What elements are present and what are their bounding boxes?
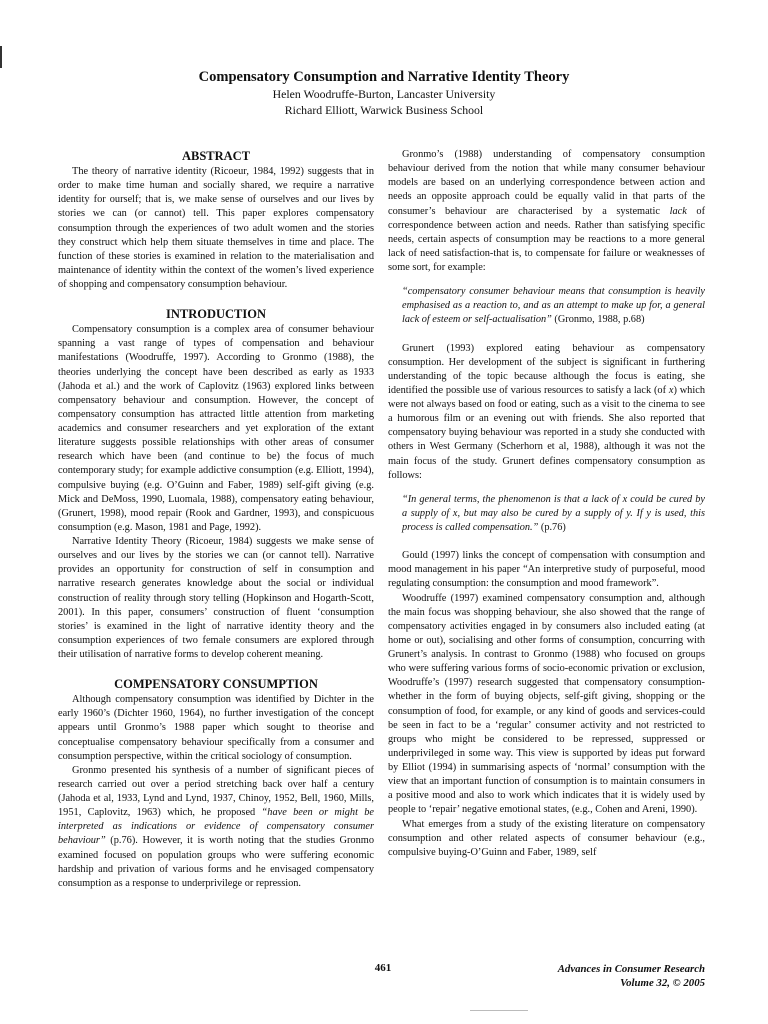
- right-paragraph-5: What emerges from a study of the existing literature on compensatory consumption and other related aspects of consumer behaviour (e.g., compulsive buying-O’Guinn and Faber, 1989, self: [388, 818, 705, 858]
- comp-paragraph-2-text-b: (p.76). However, it is worth noting that the studies Gronmo examined focused on population groups who were suffering economic hardship and privation of various forms and he envisaged compensatory consumption as a response to underprivilege or repression.: [58, 835, 374, 889]
- paper-header: [0, 68, 768, 118]
- author-line-1: Helen Woodruffe-Burton, Lancaster University: [272, 87, 496, 101]
- comp-paragraph-1: Although compensatory consumption was identified by Dichter in the early 1960’s (Dichter 1960, 1964), no further investigation of the concept appears until Gronmo’s 1988 paper which sought to theorise and conceptualise compensatory behaviour specifically from a consumer and consumption perspective, within the critical sociology of consumption.: [58, 694, 374, 762]
- right-paragraph-1-text-a: Gronmo’s (1988) understanding of compensatory consumption behaviour derived from the notion that while many consumer behaviour models are based on an underlying correspondence between action and needs an opposite approach could be equally valid in that parts of the consumer’s behaviour are characterised by a systematic: [388, 149, 705, 217]
- abstract-paragraph: The theory of narrative identity (Ricoeur, 1984, 1992) suggests that in order to make time human and socially shared, we require a narrative identity for ourself; that is, we make sense of ourselves and our lives by stories we can (or cannot) tell. This paper explores compensatory consumption through the experiences of two adult women and the stories they construct which help them situate themselves in time and place. The function of these stories is examined in relation to the materialisation and maintenance of identity within the context of the women’s lived experience of shopping and compensatory consumption behaviour.: [58, 166, 374, 290]
- right-column: [388, 148, 705, 860]
- intro-paragraph-1: Compensatory consumption is a complex area of consumer behaviour spanning a vast range of types of compensation and behaviour manifestations (Woodruffe, 1997). According to Gronmo (1988), the theories underlying the concept have been described as early as 1933 (Jahoda et al.) and the work of Caplovitz (1963) explored links between compensatory behaviour and consumption. However, the concept of compensatory consumption has attracted little attention from marketing academics and consumer researchers and yet exploration of the extant literature suggests possible relationships with other areas of consumer research which have been (and continue to be) the focus of much contemporary study; for example addictive consumption (e.g. Elliott, 1994), compulsive buying (e.g. O’Guinn and Faber, 1989) self-gift giving (e.g. Mick and DeMoss, 1990, Luomala, 1988), compensatory eating behaviour, (Grunert, 1998), mood repair (Rook and Gardner, 1993), and conspicuous consumption (e.g. Mason, 1981 and Page, 1992).: [58, 324, 374, 533]
- author-line-2: Richard Elliott, Warwick Business School: [284, 103, 484, 117]
- comp-paragraph-2-quote: “have been or might be interpreted as indications or evidence of compensatory consumer behaviour”: [58, 807, 375, 847]
- block-quote-2-citation: (p.76): [538, 522, 566, 533]
- left-column: [58, 148, 374, 891]
- block-quote-1-text: “compensatory consumer behaviour means that consumption is heavily emphasised as a reaction to, and as an attempt to make up for, a general lack of esteem or self-actualisation”: [402, 286, 705, 326]
- right-paragraph-3: Gould (1997) links the concept of compensation with consumption and mood management in his paper “An interpretive study of purposeful, mood regulating consumption: the consumption and mood framework”.: [388, 550, 705, 590]
- page-number: 461: [374, 962, 392, 974]
- compensatory-consumption-heading: COMPENSATORY CONSUMPTION: [114, 677, 318, 692]
- block-quote-2: [388, 493, 705, 535]
- right-paragraph-4: Woodruffe (1997) examined compensatory consumption and, although the main focus was shopping behaviour, she also showed that the range of compensatory activities engaged in by consumers also included eating (at home or out), socialising and other forms of consumption, concurring with Grunert’s analysis. In contrast to Gronmo (1988) who focused on groups who were suffering various forms of socio-economic privation or exclusion, Woodruffe’s (1997) research suggested that compensatory consumption-whether in the form of buying objects, self-gift giving, shopping or the consumption of food, for example, or any kind of goods and services-could be seen in fact to be a ‘regular’ consumer activity and not restricted to groups who might be considered to be repressed, suppressed or underprivileged in some way. This view is supported by ideas put forward by Elliot (1994) in summarising aspects of ‘normal’ consumption with the view that an important function of consumption is to maintain consumers in a positive mood and also to work which indicates that it is widely used by people to ‘repair’ negative emotional states, (e.g., Cohen and Areni, 1990).: [388, 592, 705, 816]
- comp-paragraph-2-text-a: Gronmo presented his synthesis of a number of significant pieces of research carried out over a period stretching back over half a century (Jahoda et al, 1933, Lynd and Lynd, 1937, Chinoy, 1952, Bell, 1960, Mills, 1951, Caplovitz, 1963) which, he proposed: [58, 764, 374, 819]
- journal-footer: [558, 962, 705, 990]
- right-paragraph-2: [388, 342, 705, 483]
- paper-title: Compensatory Consumption and Narrative Identity Theory: [198, 69, 570, 85]
- journal-name: Advances in Consumer Research: [557, 963, 705, 975]
- margin-mark: [0, 46, 2, 68]
- right-paragraph-1-emphasis: lack: [669, 205, 687, 217]
- journal-volume: Volume 32, © 2005: [620, 977, 705, 989]
- right-paragraph-2-text-a: Grunert (1993) explored eating behaviour as compensatory consumption. Her development of the subject is significant in furthering understanding of the topic because although the focus is eating, she identified the possible use of various resources to satisfy a lack (of: [388, 342, 705, 396]
- scan-artifact-line: [470, 1010, 528, 1011]
- block-quote-1: [388, 285, 705, 327]
- right-paragraph-2-variable: x: [668, 384, 674, 396]
- abstract-heading: ABSTRACT: [181, 149, 251, 163]
- block-quote-1-citation: (Gronmo, 1988, p.68): [551, 314, 645, 326]
- introduction-heading: INTRODUCTION: [165, 307, 266, 322]
- right-paragraph-2-text-b: ) which were not always based on food or eating, such as a visit to the cinema to see a humorous film or an evening out with friends. She also reported that compensatory buying behaviour was reported in a study she conducted with others in West Germany (Scherhorn et al, 1988), although it was not the main focus of the study. Grunert defines compensatory consumption as follows:: [388, 384, 705, 481]
- intro-paragraph-2: Narrative Identity Theory (Ricoeur, 1984) suggests we make sense of ourselves and our lives by the stories we can (or cannot tell). Narrative provides an opportunity for construction of self in consumption and narrative research generates knowledge about the social or individual construction of reality through story telling (Hopkinson and Hogarth-Scott, 2001). In this paper, consumers’ construction of fluent ‘consumption stories’ is examined in the light of narrative identity theory and the consumption experiences of two female consumers are explored through their utilisation of narrative forms to develop coherent meaning.: [58, 536, 374, 660]
- right-paragraph-1-text-b: of correspondence between action and needs. Rather than satisfying specific needs, certain aspects of consumption may be reactions to a more general lack of need satisfaction-that is, to compensate for failure or weaknesses of some sort, for example:: [388, 205, 706, 273]
- right-paragraph-1: [388, 148, 705, 275]
- comp-paragraph-2: [58, 764, 374, 891]
- block-quote-2-text: “In general terms, the phenomenon is that a lack of x could be cured by a supply of x, but may also be cured by a supply of y. If y is used, this process is called compensation.”: [402, 493, 705, 533]
